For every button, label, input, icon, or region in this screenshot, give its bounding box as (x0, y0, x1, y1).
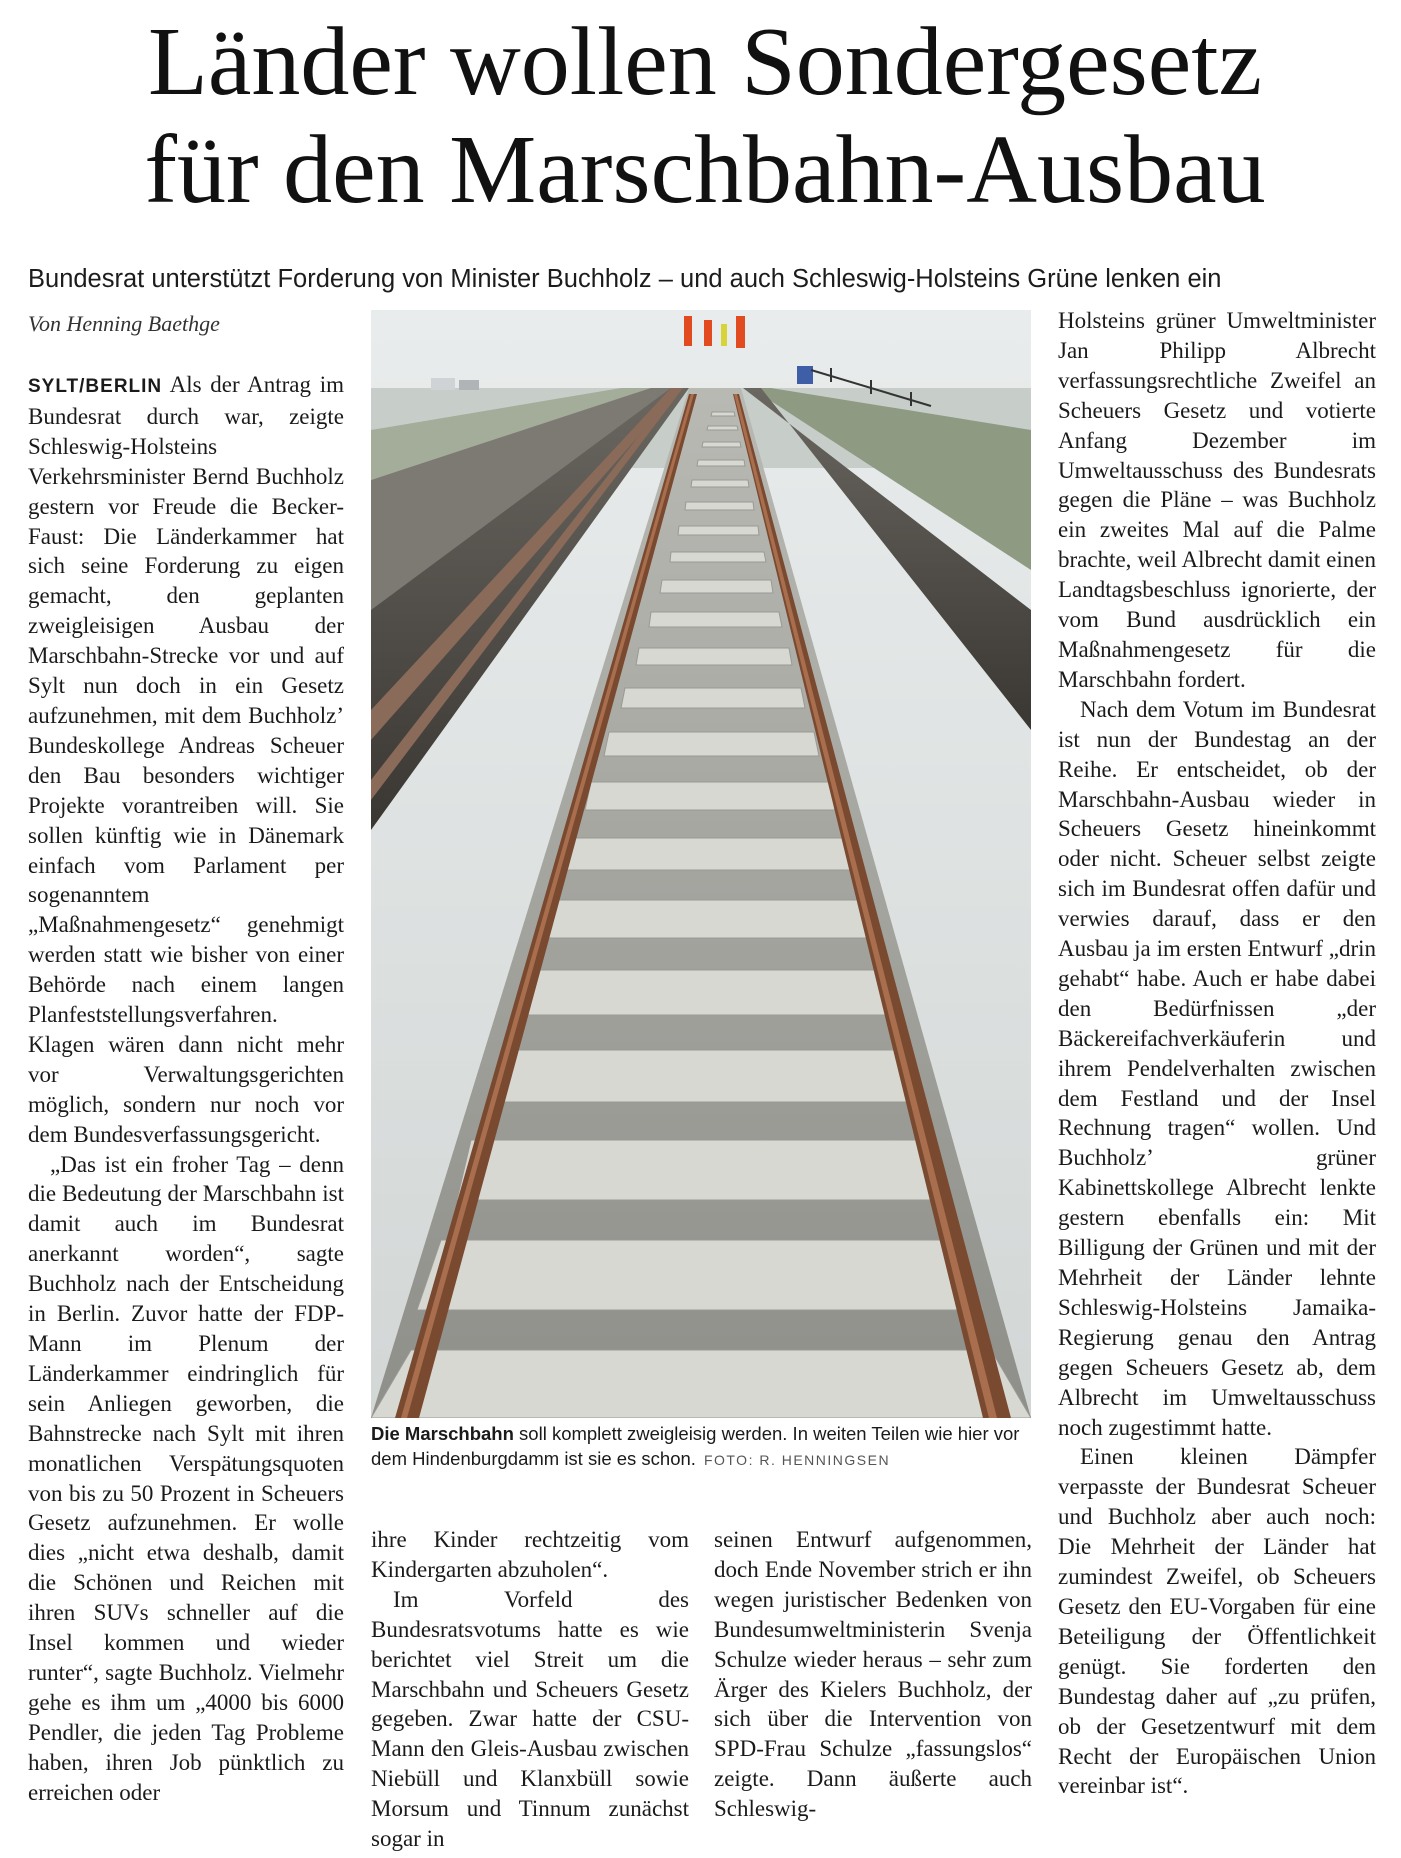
dateline: SYLT/BERLIN (28, 376, 163, 397)
article-column-1 (28, 370, 344, 1840)
author-byline: Von Henning Baethge (28, 311, 220, 336)
article-column-4 (1058, 306, 1376, 1846)
paragraph-text: Als der Antrag im Bundesrat durch war, zeigte Schleswig-Holsteins Verkehrsminister Bernd Buchholz gestern vor Freude die Becker-Faust: Die Länderkammer hat sich seine Forderung zu eigen gemacht, den geplanten zweigleisigen Ausbau der Marschbahn-Strecke vor und auf Sylt nun doch in ein Gesetz aufzunehmen, mit dem Buchholz’ Bundeskollege Andreas Scheuer den Bau besonders wichtiger Projekte vorantreiben will. Sie sollen künftig wie in Dänemark einfach vom Parlament per sogenanntem „Maßnahmengesetz“ genehmigt werden statt wie bisher von einer Behörde nach einem langen Planfeststellungsverfahren. Klagen wären dann nicht mehr vor Verwaltungsgerichten möglich, sondern nur noch vor dem Bundesverfassungsgericht. (28, 372, 344, 1147)
headline (20, 8, 1390, 224)
railway-track-photo (371, 310, 1031, 1418)
paragraph: Nach dem Votum im Bundesrat ist nun der Bundestag an der Reihe. Er entscheidet, ob der Marschbahn-Ausbau wieder in Scheuers Gesetz hineinkommt oder nicht. Scheuer selbst zeigte sich im Bundesrat offen dafür und verwies darauf, dass er den Ausbau ja im ersten Entwurf „drin gehabt“ habe. Auch er habe dabei den Bedürfnissen „der Bäckereifachverkäuferin und ihrem Pendelverhalten zwischen dem Festland und der Insel Rechnung tragen“ wollen. Und Buchholz’ grüner Kabinettskollege Albrecht lenkte gestern ebenfalls ein: Mit Billigung der Grünen und mit der Mehrheit der Länder lehnte Schleswig-Holsteins Jamaika-Regierung genau den Antrag gegen Scheuers Gesetz ab, dem Albrecht im Umweltausschuss noch zugestimmt hatte. (1058, 696, 1376, 1440)
paragraph: Holsteins grüner Umweltminister Jan Philipp Albrecht verfassungsrechtliche Zweifel an Scheuers Gesetz und votierte Anfang Dezember im Umweltausschuss des Bundesrats gegen die Pläne – was Buchholz ein zweites Mal auf die Palme brachte, weil Albrecht damit einen Landtagsbeschluss ignorierte, der vom Bund ausdrücklich ein Maßnahmengesetz für die Marschbahn fordert. (1058, 308, 1376, 692)
article-column-3 (714, 1525, 1032, 1824)
paragraph: seinen Entwurf aufgenommen, doch Ende November strich er ihn wegen juristischer Bedenken von Bundesumweltministerin Svenja Schulze wieder heraus – sehr zum Ärger des Kielers Buchholz, der sich über die Intervention von SPD-Frau Schulze „fassungslos“ zeigte. Dann äußerte auch Schleswig- (714, 1527, 1032, 1822)
paragraph: Einen kleinen Dämpfer verpasste der Bundesrat Scheuer und Buchholz aber auch noch: Die Mehrheit der Länder hat zumindest Zweifel, ob Scheuers Gesetz den EU-Vorgaben für eine Beteiligung der Öffentlichkeit genügt. Sie forderten den Bundestag daher auf „zu prüfen, ob der Gesetzentwurf mit dem Recht der Europäischen Union vereinbar ist“. (1058, 1444, 1376, 1799)
paragraph: „Das ist ein froher Tag – denn die Bedeutung der Marschbahn ist damit auch im Bundesrat anerkannt worden“, sagte Buchholz nach der Entscheidung in Berlin. Zuvor hatte der FDP-Mann im Plenum der Länderkammer eindringlich für sein Anliegen geworben, die Bahnstrecke nach Sylt mit ihren monatlichen Verspätungsquoten von bis zu 50 Prozent in Scheuers Gesetz aufzunehmen. Er wolle dies „nicht etwa deshalb, damit die Schönen und Reichen mit ihren SUVs schneller auf die Insel kommen und wieder runter“, sagte Buchholz. Vielmehr gehe es ihm um „4000 bis 6000 Pendler, die jeden Tag Probleme haben, ihren Job pünktlich zu erreichen oder (28, 1151, 344, 1805)
caption-lead: Die Marschbahn (371, 1423, 514, 1444)
article-photo (371, 310, 1031, 1418)
photo-caption (371, 1422, 1031, 1472)
article-column-2 (371, 1525, 689, 1854)
caption-text: soll komplett zweigleisig werden. In weiten Teilen wie hier vor dem Hindenburgdamm ist sie es schon. (371, 1423, 1020, 1469)
headline-line-2: für den Marschbahn-Ausbau (144, 116, 1266, 224)
headline-line-1: Länder wollen Sondergesetz (148, 8, 1262, 116)
subheadline: Bundesrat unterstützt Forderung von Minister Buchholz – und auch Schleswig-Holsteins Grüne lenken ein (28, 265, 1222, 293)
photo-credit: FOTO: R. HENNINGSEN (703, 1451, 891, 1468)
paragraph: Im Vorfeld des Bundesratsvotums hatte es wie berichtet viel Streit um die Marschbahn und Scheuers Gesetz gegeben. Zwar hatte der CSU-Mann den Gleis-Ausbau zwischen Niebüll und Klanxbüll sowie Morsum und Tinnum zunächst sogar in (371, 1586, 689, 1852)
paragraph (28, 370, 344, 1150)
paragraph: ihre Kinder rechtzeitig vom Kindergarten abzuholen“. (371, 1527, 689, 1582)
